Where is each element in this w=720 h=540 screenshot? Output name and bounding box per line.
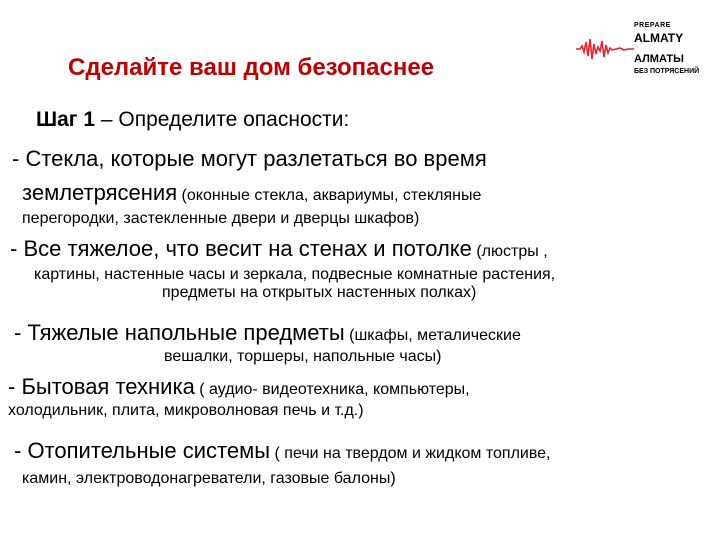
logo-text-prepare: PREPARE bbox=[634, 22, 671, 29]
heavy-main: - Все тяжелое, что весит на стенах и потолке bbox=[10, 236, 472, 261]
floor-detail-1: (шкафы, металические bbox=[344, 327, 521, 344]
glass-line-2 bbox=[22, 180, 481, 206]
appliance-line-1 bbox=[8, 374, 470, 400]
heating-line-1 bbox=[14, 438, 551, 464]
glass-detail-2: перегородки, застекленные двери и дверцы шкафов) bbox=[22, 210, 420, 227]
logo-text-tagline: БЕЗ ПОТРЯСЕНИЙ bbox=[634, 68, 700, 75]
step-heading bbox=[36, 108, 349, 132]
heavy-detail-1: (люстры , bbox=[471, 243, 548, 260]
heavy-line-1 bbox=[10, 236, 548, 262]
slide-title: Сделайте ваш дом безопаснее bbox=[68, 54, 435, 81]
floor-main: - Тяжелые напольные предметы bbox=[14, 320, 345, 345]
glass-detail-1: (оконные стекла, аквариумы, стекляные bbox=[177, 187, 482, 204]
floor-line-1 bbox=[14, 320, 521, 346]
logo-text-almaty-cyr: АЛМАТЫ bbox=[634, 53, 684, 65]
step-text: – Определите опасности: bbox=[95, 108, 350, 131]
heating-main: - Отопительные системы bbox=[14, 438, 271, 463]
appliance-detail-2: холодильник, плита, микроволновая печь и т.д.) bbox=[8, 402, 364, 419]
glass-main-line: - Стекла, которые могут разлетаться во время bbox=[12, 146, 487, 171]
appliance-detail-1: ( аудио- видеотехника, компьютеры, bbox=[194, 381, 470, 398]
floor-detail-2: вешалки, торшеры, напольные часы) bbox=[164, 348, 442, 365]
heavy-detail-3: предметы на открытых настенных полках) bbox=[162, 284, 477, 301]
seismic-wave-icon bbox=[576, 36, 634, 62]
prepare-almaty-logo bbox=[576, 18, 706, 80]
logo-text-almaty: ALMATY bbox=[634, 31, 684, 45]
heavy-detail-2: картины, настенные часы и зеркала, подвесные комнатные растения, bbox=[34, 266, 556, 283]
heating-detail-1: ( печи на твердом и жидком топливе, bbox=[270, 445, 551, 462]
step-label: Шаг 1 bbox=[36, 108, 96, 131]
appliance-main: - Бытовая техника bbox=[8, 374, 195, 399]
heating-detail-2: камин, электроводонагреватели, газовые балоны) bbox=[22, 470, 396, 487]
glass-main-word: землетрясения bbox=[22, 180, 178, 205]
